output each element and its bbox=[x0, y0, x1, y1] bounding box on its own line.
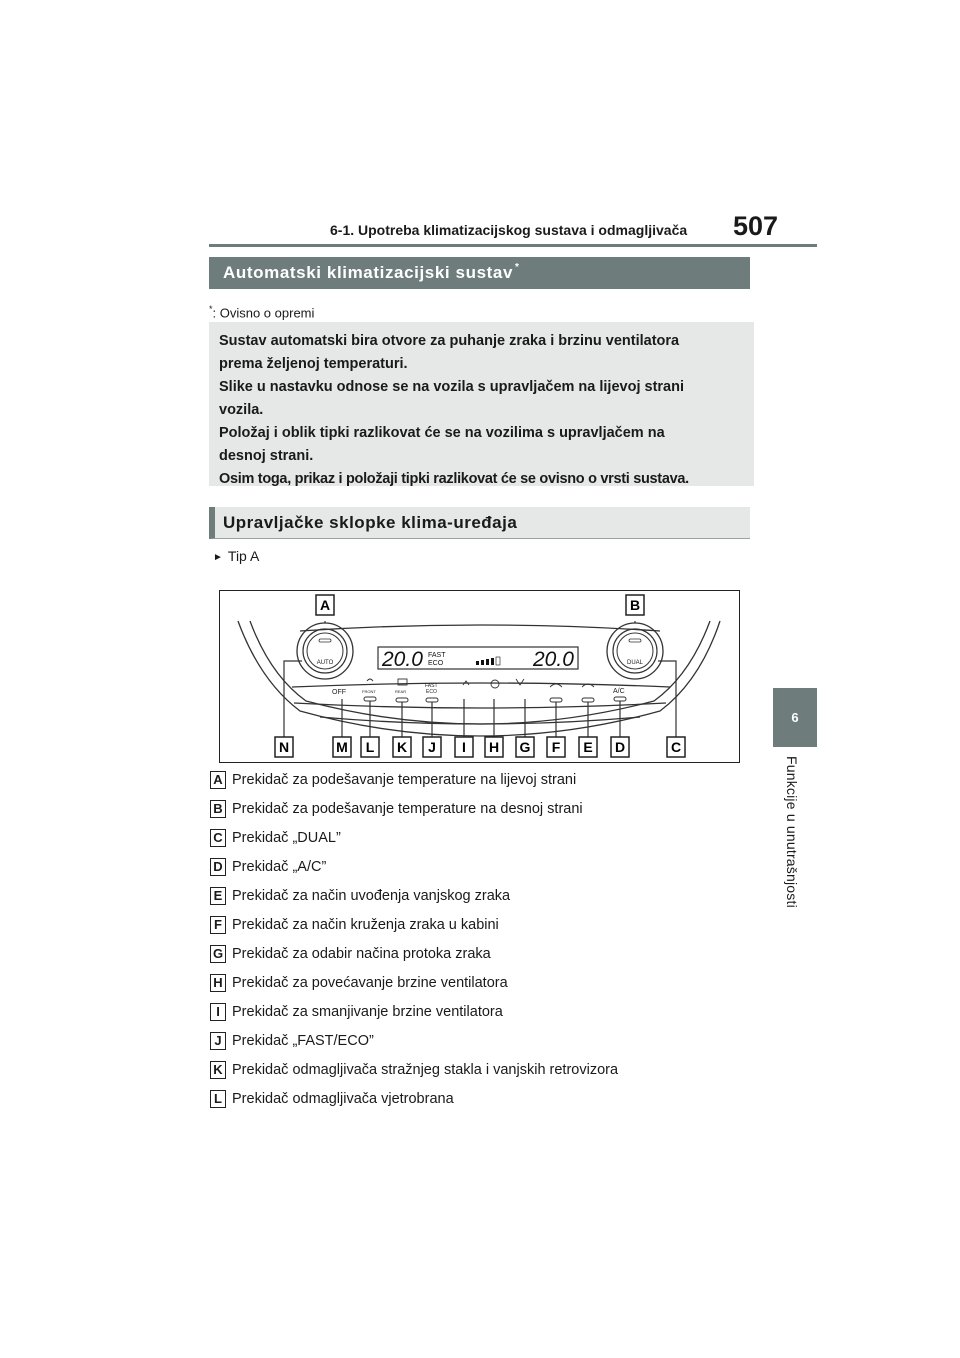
display-mode-line2: ECO bbox=[428, 660, 444, 667]
ac-panel-illustration bbox=[220, 591, 741, 764]
info-box bbox=[209, 322, 754, 486]
display-mode-line1: FAST bbox=[428, 652, 446, 659]
legend-list bbox=[210, 765, 618, 1113]
legend-letter: H bbox=[210, 974, 226, 992]
triangle-bullet-icon: ► bbox=[213, 552, 223, 563]
footnote-marker: * bbox=[209, 304, 213, 314]
footnote-text: : Ovisno o opremi bbox=[212, 305, 315, 321]
legend-text: Prekidač za podešavanje temperature na lijevoj strani bbox=[232, 771, 577, 788]
legend-letter: K bbox=[210, 1061, 226, 1079]
windshield-icon bbox=[367, 679, 373, 681]
airflow-mode-icon bbox=[516, 679, 524, 685]
slot-ac bbox=[614, 697, 626, 701]
legend-letter: I bbox=[210, 1003, 226, 1021]
panel-lower-curve bbox=[320, 717, 640, 724]
info-line: desnoj strani. bbox=[219, 448, 314, 464]
chapter-tab-number: 6 bbox=[791, 710, 799, 725]
callout-k-label: K bbox=[396, 739, 408, 755]
section-heading-ac-controls bbox=[209, 507, 750, 539]
legend-text: Prekidač odmagljivača stražnjeg stakla i vanjskih retrovizora bbox=[232, 1061, 619, 1078]
chapter-title: 6-1. Upotreba klimatizacijskog sustava i odmagljivača bbox=[330, 222, 688, 238]
section-heading-text: Upravljačke sklopke klima-uređaja bbox=[223, 512, 518, 532]
panel-top-edge bbox=[300, 625, 660, 631]
page-number: 507 bbox=[733, 211, 779, 241]
legend-letter: C bbox=[210, 829, 226, 847]
callout-a bbox=[316, 595, 334, 615]
callout-l-label: L bbox=[365, 739, 375, 755]
info-line: vozila. bbox=[219, 402, 264, 418]
legend-item bbox=[210, 1055, 618, 1084]
callout-f-label: F bbox=[551, 739, 561, 755]
legend-text: Prekidač odmagljivača vjetrobrana bbox=[232, 1090, 454, 1107]
legend-text: Prekidač „A/C” bbox=[232, 858, 327, 875]
legend-item bbox=[210, 823, 618, 852]
legend-text: Prekidač za način kruženja zraka u kabini bbox=[232, 916, 499, 933]
legend-letter: L bbox=[210, 1090, 226, 1108]
section-heading-automatic-ac bbox=[209, 257, 750, 289]
type-label-text: Tip A bbox=[227, 548, 260, 564]
info-line: Sustav automatski bira otvore za puhanje zraka i brzinu ventilatora bbox=[219, 333, 680, 349]
callout-h-label: H bbox=[488, 739, 500, 755]
btn-fast-label: FAST bbox=[425, 683, 438, 689]
btn-rear-label: REAR bbox=[395, 689, 407, 694]
chapter-tab[interactable] bbox=[773, 688, 817, 747]
knob-dual-label: DUAL bbox=[626, 660, 644, 666]
callout-a-label: A bbox=[319, 597, 331, 613]
callout-e-label: E bbox=[583, 739, 593, 755]
legend-item bbox=[210, 881, 618, 910]
left-temp-knob bbox=[297, 623, 353, 679]
legend-text: Prekidač „DUAL” bbox=[232, 829, 341, 846]
legend-item bbox=[210, 1026, 618, 1055]
legend-item bbox=[210, 968, 618, 997]
callout-c-label: C bbox=[670, 739, 682, 755]
legend-letter: E bbox=[210, 887, 226, 905]
section-heading-marker: * bbox=[515, 261, 520, 273]
right-temp-knob bbox=[607, 623, 663, 679]
callout-b bbox=[626, 595, 644, 615]
recirculate-icon bbox=[550, 684, 562, 687]
legend-text: Prekidač „FAST/ECO” bbox=[232, 1032, 374, 1049]
slot-windshield bbox=[364, 697, 376, 701]
header-rule bbox=[209, 244, 817, 247]
callout-g-label: G bbox=[519, 739, 531, 755]
legend-letter: G bbox=[210, 945, 226, 963]
display-right-temp: 20.0 bbox=[533, 648, 574, 671]
legend-letter: B bbox=[210, 800, 226, 818]
legend-letter: F bbox=[210, 916, 226, 934]
info-line: prema željenoj temperaturi. bbox=[219, 356, 408, 372]
legend-item bbox=[210, 852, 618, 881]
legend-letter: D bbox=[210, 858, 226, 876]
callout-i-label: I bbox=[462, 739, 466, 755]
callout-b-label: B bbox=[629, 597, 641, 613]
slot-fast-eco bbox=[426, 698, 438, 702]
slot-rear-defog bbox=[396, 698, 408, 702]
section-heading-text: Automatski klimatizacijski sustav bbox=[223, 263, 514, 282]
button-row-top bbox=[292, 683, 670, 687]
slot-outside-air bbox=[582, 698, 594, 702]
legend-item bbox=[210, 1084, 618, 1113]
legend-item bbox=[210, 765, 618, 794]
legend-text: Prekidač za povećavanje brzine ventilatora bbox=[232, 974, 508, 991]
climate-display bbox=[378, 647, 578, 671]
legend-text: Prekidač za smanjivanje brzine ventilatora bbox=[232, 1003, 503, 1020]
legend-letter: J bbox=[210, 1032, 226, 1050]
knob-auto-label: AUTO bbox=[316, 660, 334, 666]
legend-item bbox=[210, 997, 618, 1026]
legend-letter: A bbox=[210, 771, 226, 789]
ac-panel-figure bbox=[219, 590, 740, 763]
btn-ac-label: A/C bbox=[613, 688, 625, 695]
btn-off-label: OFF bbox=[332, 689, 346, 696]
legend-item bbox=[210, 910, 618, 939]
legend-text: Prekidač za odabir načina protoka zraka bbox=[232, 945, 491, 962]
legend-item bbox=[210, 939, 618, 968]
display-left-temp: 20.0 bbox=[382, 648, 423, 671]
info-line: Položaj i oblik tipki razlikovat će se na vozilima s upravljačem na bbox=[219, 425, 665, 441]
btn-eco-label: ECO bbox=[426, 689, 437, 695]
legend-item bbox=[210, 794, 618, 823]
legend-text: Prekidač za podešavanje temperature na desnoj strani bbox=[232, 800, 583, 817]
footnote bbox=[209, 304, 314, 320]
callout-j-label: J bbox=[428, 739, 436, 755]
callout-d-label: D bbox=[614, 739, 626, 755]
callout-m-label: M bbox=[336, 739, 348, 755]
btn-front-label: FRONT bbox=[362, 689, 376, 694]
fan-high-icon bbox=[491, 680, 499, 688]
info-line: Slike u nastavku odnose se na vozila s upravljačem na lijevoj strani bbox=[219, 379, 684, 395]
type-label bbox=[213, 548, 259, 564]
chapter-side-label: Funkcije u unutrašnjosti bbox=[784, 756, 800, 908]
button-row-bottom bbox=[294, 703, 666, 708]
legend-text: Prekidač za način uvođenja vanjskog zraka bbox=[232, 887, 511, 904]
info-line: Osim toga, prikaz i položaji tipki razlikovat će se ovisno o vrsti sustava. bbox=[219, 471, 689, 487]
slot-recirculate bbox=[550, 698, 562, 702]
callout-n-label: N bbox=[278, 739, 290, 755]
